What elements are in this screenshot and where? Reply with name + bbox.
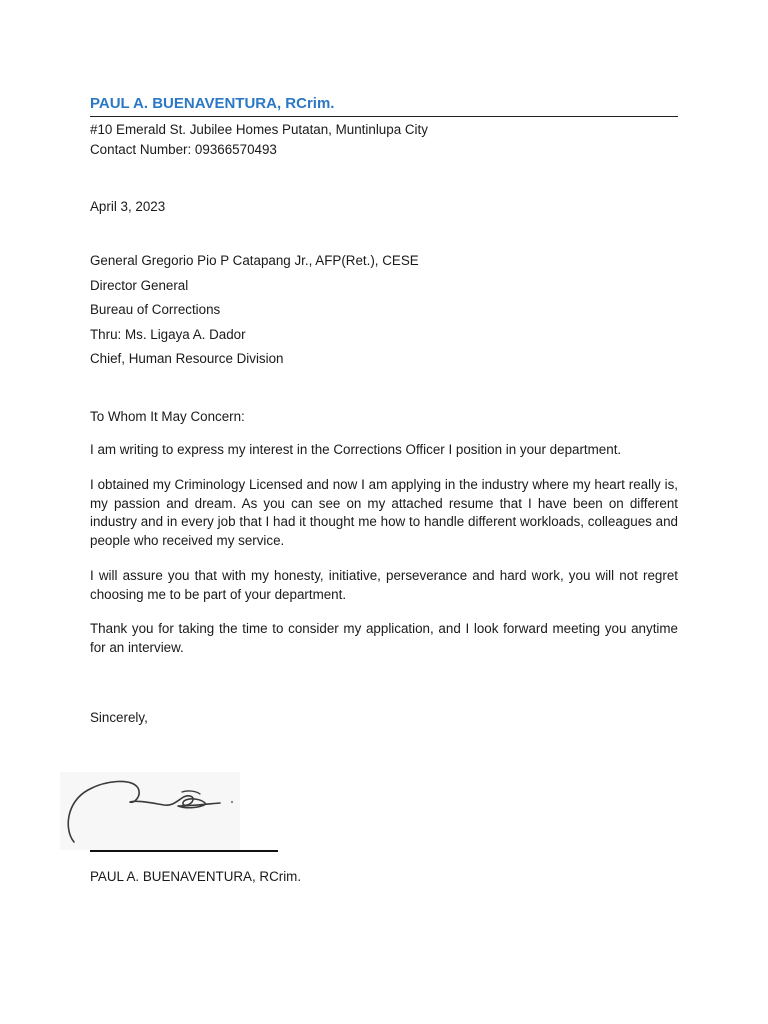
recipient-organization: Bureau of Corrections: [90, 302, 221, 317]
sender-address: #10 Emerald St. Jubilee Homes Putatan, Muntinlupa City: [90, 122, 428, 137]
signed-name: PAUL A. BUENAVENTURA, RCrim.: [90, 869, 302, 884]
sender-address-block: [90, 120, 678, 159]
body-paragraph-4: Thank you for taking the time to consider my application, and I look forward meeting you anytime for an interview.: [90, 621, 678, 655]
valediction: Sincerely,: [90, 710, 148, 725]
signature-line: [90, 850, 278, 852]
body-paragraph-3: I will assure you that with my honesty, initiative, perseverance and hard work, you will not regret choosing me to be part of your department.: [90, 568, 678, 602]
handwritten-signature: [60, 772, 240, 850]
sender-name-heading: PAUL A. BUENAVENTURA, RCrim.: [90, 95, 335, 112]
body-paragraph-1: I am writing to express my interest in the Corrections Officer I position in your department.: [90, 442, 622, 457]
recipient-division: Chief, Human Resource Division: [90, 351, 284, 366]
body-paragraph-2: I obtained my Criminology Licensed and now I am applying in the industry where my heart really is, my passion and dream. As you can see on my attached resume that I have been on different industry and in every job that I had it thought me how to handle different workloads, colleagues and people who received my service.: [90, 477, 678, 548]
recipient-title: Director General: [90, 277, 189, 293]
letter-date: April 3, 2023: [90, 199, 166, 214]
salutation: To Whom It May Concern:: [90, 409, 245, 424]
recipient-name: General Gregorio Pio P Catapang Jr., AFP(Ret.), CESE: [90, 253, 419, 268]
sender-contact: Contact Number: 09366570493: [90, 141, 277, 157]
header-divider: [90, 116, 678, 117]
signature-drawing: [60, 772, 240, 850]
recipient-block: [90, 251, 678, 374]
recipient-thru: Thru: Ms. Ligaya A. Dador: [90, 326, 246, 342]
